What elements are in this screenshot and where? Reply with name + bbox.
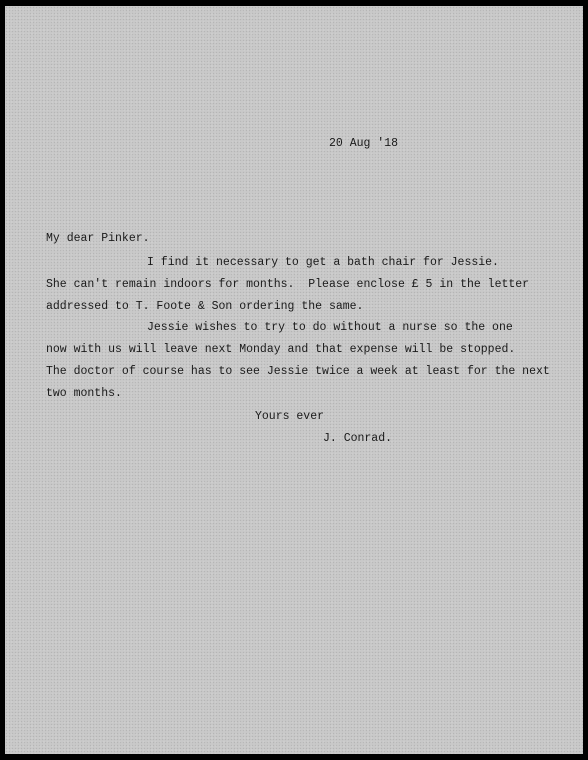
- signature: J. Conrad.: [323, 432, 393, 445]
- body-line: now with us will leave next Monday and that expense will be stopped.: [46, 343, 516, 357]
- body-line: She can't remain indoors for months. Please enclose £ 5 in the letter: [46, 277, 530, 291]
- salutation: My dear Pinker.: [46, 232, 150, 245]
- letter-page: [5, 6, 583, 754]
- letter-body: [46, 252, 566, 405]
- body-line: addressed to T. Foote & Son ordering the same.: [46, 299, 364, 313]
- body-line: Jessie wishes to try to do without a nurse so the one: [147, 321, 513, 335]
- letter-date: 20 Aug '18: [329, 137, 399, 150]
- letter-text: [5, 6, 583, 754]
- closing: Yours ever: [255, 410, 325, 423]
- body-line: The doctor of course has to see Jessie twice a week at least for the next: [46, 364, 550, 378]
- body-line: two months.: [46, 386, 122, 400]
- body-line: I find it necessary to get a bath chair for Jessie.: [147, 256, 499, 269]
